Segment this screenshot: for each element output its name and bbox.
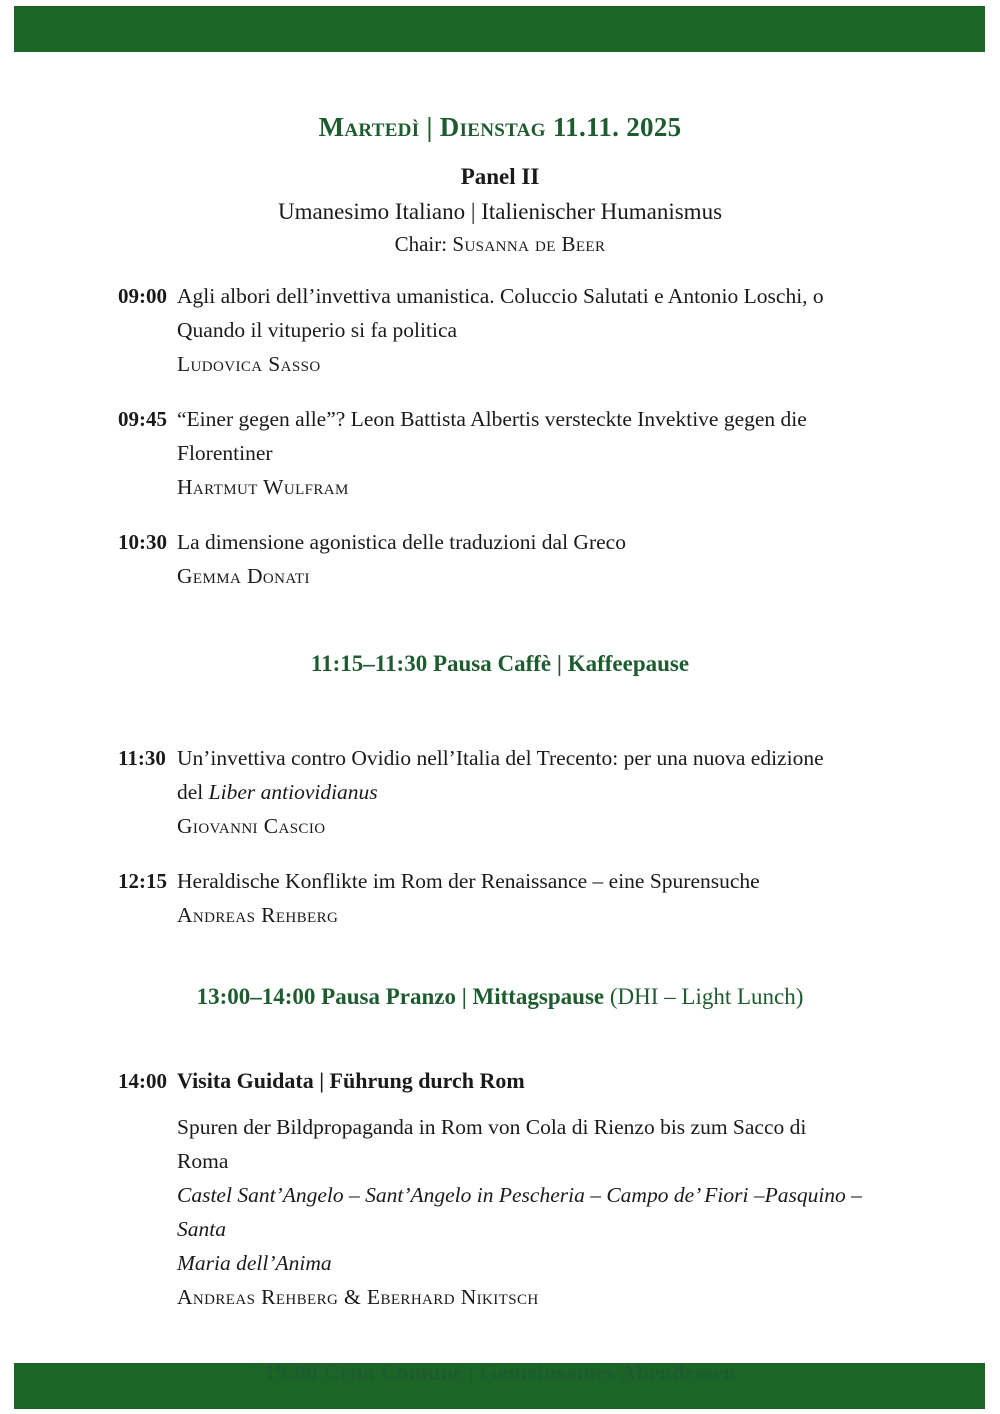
session-title-line: Florentiner — [177, 441, 273, 466]
session-title-line — [177, 775, 870, 809]
lunch-break-bold: 13:00–14:00 Pausa Pranzo | Mittagspause — [196, 983, 605, 1009]
chair-name: Susanna de Beer — [452, 231, 606, 256]
session-title-line: Un’invettiva contro Ovidio nell’Italia del Trecento: per una nuova edizione — [177, 745, 824, 770]
session-body — [177, 279, 870, 381]
lunch-break-line — [0, 982, 1000, 1012]
session-speaker: Hartmut Wulfram — [177, 475, 349, 500]
guided-tour-block — [0, 1064, 1000, 1314]
guided-tour-header — [118, 1064, 870, 1098]
panel-chair — [0, 232, 1000, 257]
date-suffix: Dienstag — [439, 112, 546, 142]
work-title-italic: Liber antiovidianus — [208, 779, 378, 804]
session-speaker: Andreas Rehberg — [177, 902, 339, 927]
session-row — [0, 279, 1000, 381]
page-title — [0, 113, 1000, 143]
session-row — [0, 402, 1000, 504]
session-title-line: Agli albori dell’invettiva umanistica. Coluccio Salutati e Antonio Loschi, o — [177, 284, 824, 309]
tour-itinerary-line: Castel Sant’Angelo – Sant’Angelo in Pescheria – Campo de’ Fiori –Pasquino – Santa — [177, 1182, 862, 1241]
session-speaker: Ludovica Sasso — [177, 352, 321, 377]
session-body — [177, 864, 870, 932]
session-title-line: “Einer gegen alle”? Leon Battista Albertis versteckte Invektive gegen die — [177, 407, 807, 432]
session-row — [0, 741, 1000, 843]
session-time: 09:45 — [118, 407, 167, 432]
tour-description-line: Spuren der Bildpropaganda in Rom von Cola di Rienzo bis zum Sacco di — [177, 1114, 807, 1139]
lunch-break-note: (DHI – Light Lunch) — [609, 983, 804, 1009]
session-time: 10:30 — [118, 530, 167, 555]
date-value: 11.11. 2025 — [552, 112, 682, 142]
session-title-line: Heraldische Konflikte im Rom der Renaissance – eine Spurensuche — [177, 868, 760, 893]
session-title-line: La dimensione agonistica delle traduzioni dal Greco — [177, 530, 626, 555]
tour-itinerary-line: Maria dell’Anima — [177, 1250, 332, 1275]
session-title-line: Quando il vituperio si fa politica — [177, 318, 458, 343]
title-prefix: del — [177, 779, 209, 804]
chair-label: Chair: — [394, 231, 448, 256]
session-body — [177, 741, 870, 843]
tour-speakers: Andreas Rehberg & Eberhard Nikitsch — [177, 1284, 539, 1309]
guided-tour-details — [177, 1110, 870, 1314]
sessions-midday — [0, 741, 1000, 932]
panel-heading: Panel II — [460, 163, 540, 189]
session-body — [177, 402, 870, 504]
session-speaker: Gemma Donati — [177, 564, 310, 589]
session-body — [177, 525, 870, 593]
session-speaker: Giovanni Cascio — [177, 813, 326, 838]
panel-subheading: Umanesimo Italiano | Italienischer Humanismus — [277, 199, 723, 225]
date-prefix: Martedì — [318, 112, 420, 142]
coffee-break-line: 11:15–11:30 Pausa Caffè | Kaffeepause — [310, 651, 690, 677]
session-row — [0, 525, 1000, 593]
session-row — [0, 864, 1000, 932]
guided-tour-heading: Visita Guidata | Führung durch Rom — [177, 1067, 525, 1093]
guided-tour-time: 14:00 — [118, 1068, 167, 1093]
tour-description-line: Roma — [177, 1148, 229, 1173]
session-time: 12:15 — [118, 868, 167, 893]
session-time: 09:00 — [118, 284, 167, 309]
date-separator: | — [426, 112, 433, 142]
dinner-line: 19:00 Cena Comune | Gemeinsames Abendessen — [263, 1359, 737, 1385]
session-time: 11:30 — [118, 745, 166, 770]
sessions-morning — [0, 279, 1000, 593]
